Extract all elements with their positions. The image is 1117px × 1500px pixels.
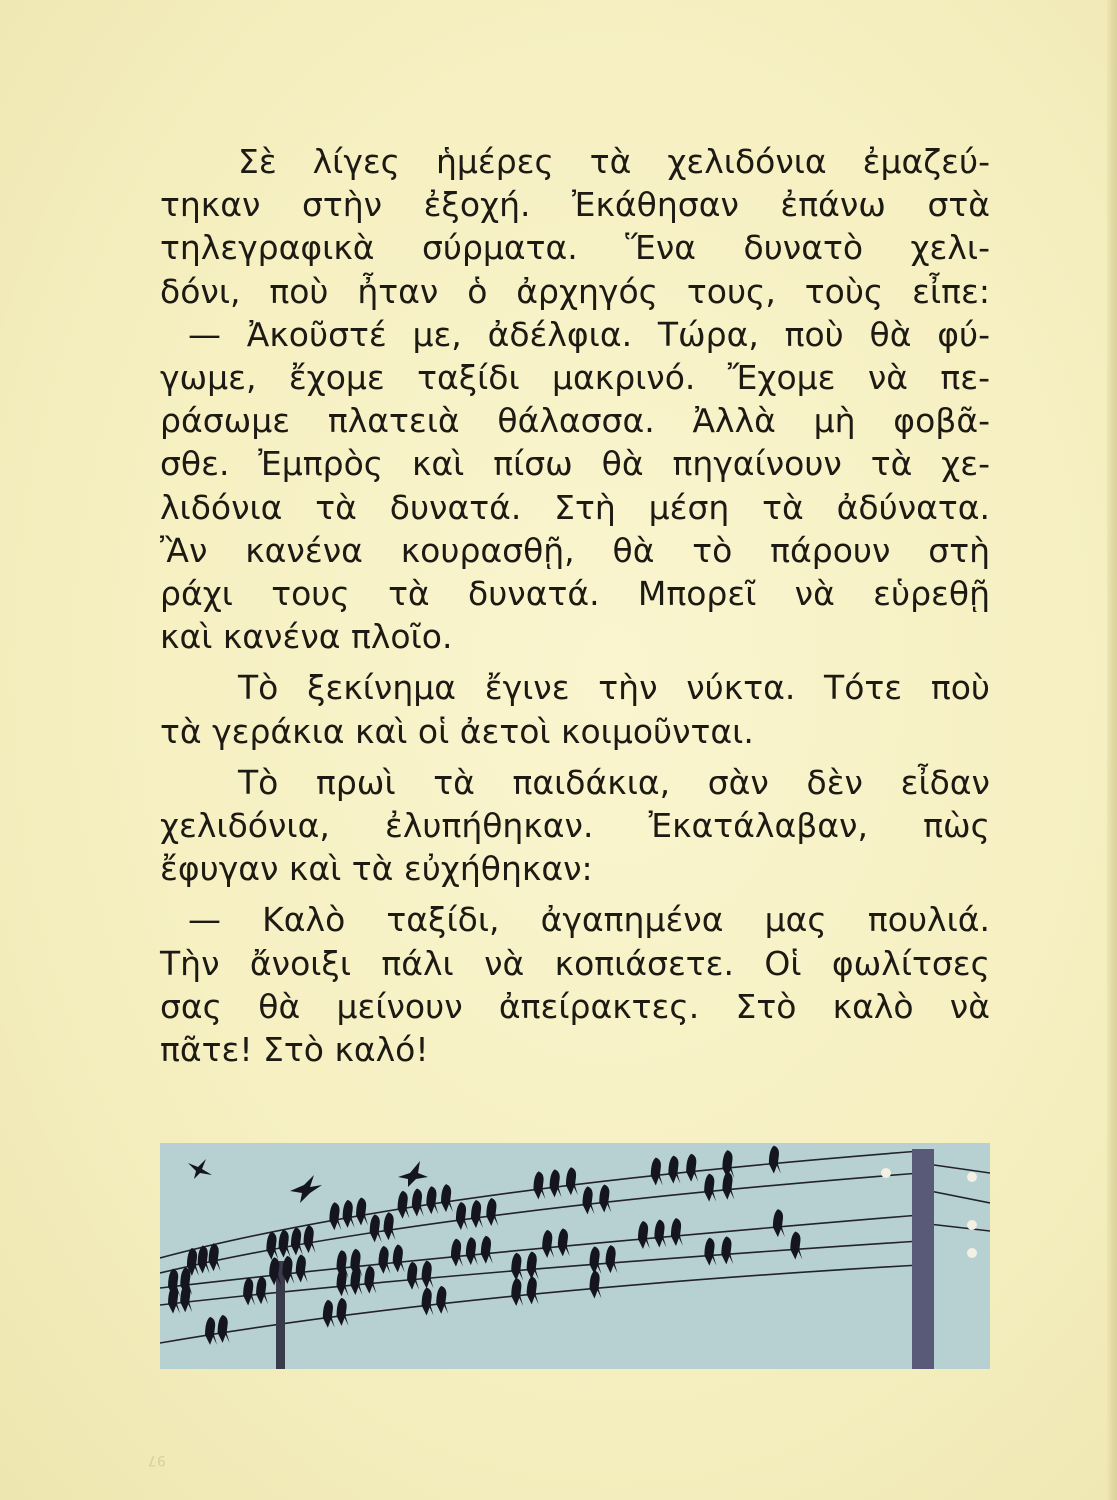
- insulator: [967, 1220, 977, 1230]
- paragraph-4: [160, 761, 990, 891]
- text-line: γωμε, ἔχομε ταξίδι μακρινό. Ἔχομε νὰ πε-: [160, 358, 990, 398]
- text-line: — Ἀκοῦστέ με, ἀδέλφια. Τώρα, ποὺ θὰ φύ-: [188, 314, 990, 354]
- page-edge: [1107, 0, 1117, 1500]
- text-line: καὶ κανένα πλοῖο.: [160, 617, 453, 657]
- paragraph-1: [160, 140, 990, 313]
- text-line: σας θὰ μείνουν ἀπείρακτες. Στὸ καλὸ νὰ: [160, 986, 990, 1026]
- text-line: τὰ γεράκια καὶ οἱ ἀετοὶ κοιμοῦνται.: [160, 711, 754, 751]
- text-line: Τὸ ξεκίνημα ἔγινε τὴν νύκτα. Τότε ποὺ: [238, 668, 990, 708]
- text-line: λιδόνια τὰ δυνατά. Στὴ μέση τὰ ἀδύνατα.: [160, 487, 990, 527]
- story-text: [160, 140, 990, 1071]
- text-line: ἔφυγαν καὶ τὰ εὐχήθηκαν:: [160, 849, 593, 889]
- text-line: Τὸ πρωὶ τὰ παιδάκια, σὰν δὲν εἶδαν: [238, 762, 990, 802]
- telegraph-pole-right: [912, 1149, 934, 1369]
- paragraph-3: [160, 666, 990, 752]
- insulator: [967, 1172, 977, 1182]
- insulator: [967, 1248, 977, 1258]
- paragraph-5: [160, 898, 990, 1071]
- paragraph-gap: [160, 753, 990, 761]
- paragraph-2: [160, 313, 990, 659]
- text-line: τηκαν στὴν ἐξοχή. Ἐκάθησαν ἐπάνω στὰ: [160, 185, 990, 225]
- text-line: χελιδόνια, ἐλυπήθηκαν. Ἐκατάλαβαν, πὼς: [160, 806, 990, 846]
- text-line: σθε. Ἐμπρὸς καὶ πίσω θὰ πηγαίνουν τὰ χε-: [160, 444, 990, 484]
- text-line: Σὲ λίγες ἡμέρες τὰ χελιδόνια ἐμαζεύ-: [238, 142, 990, 181]
- swallows-on-telegraph-wires-illustration-icon: [160, 1143, 990, 1369]
- swallows-on-wires-illustration: [160, 1143, 990, 1369]
- text-line: — Καλὸ ταξίδι, ἀγαπημένα μας πουλιά.: [188, 900, 990, 940]
- paragraph-gap: [160, 658, 990, 666]
- text-line: ράχι τους τὰ δυνατά. Μπορεῖ νὰ εὑρεθῇ: [160, 574, 990, 614]
- text-line: τηλεγραφικὰ σύρματα. Ἕνα δυνατὸ χελι-: [160, 228, 990, 268]
- insulator: [881, 1168, 891, 1178]
- text-line: Τὴν ἄνοιξι πάλι νὰ κοπιάσετε. Οἱ φωλίτσες: [160, 943, 990, 983]
- page-number-bleed: 97: [148, 1452, 166, 1468]
- paragraph-gap: [160, 890, 990, 898]
- text-line: Ἂν κανένα κουρασθῇ, θὰ τὸ πάρουν στὴ: [160, 530, 990, 570]
- text-line: ράσωμε πλατειὰ θάλασσα. Ἀλλὰ μὴ φοβᾶ-: [160, 401, 990, 441]
- text-line: δόνι, ποὺ ἦταν ὁ ἀρχηγός τους, τοὺς εἶπε:: [160, 271, 990, 311]
- text-line: πᾶτε! Στὸ καλό!: [160, 1030, 429, 1070]
